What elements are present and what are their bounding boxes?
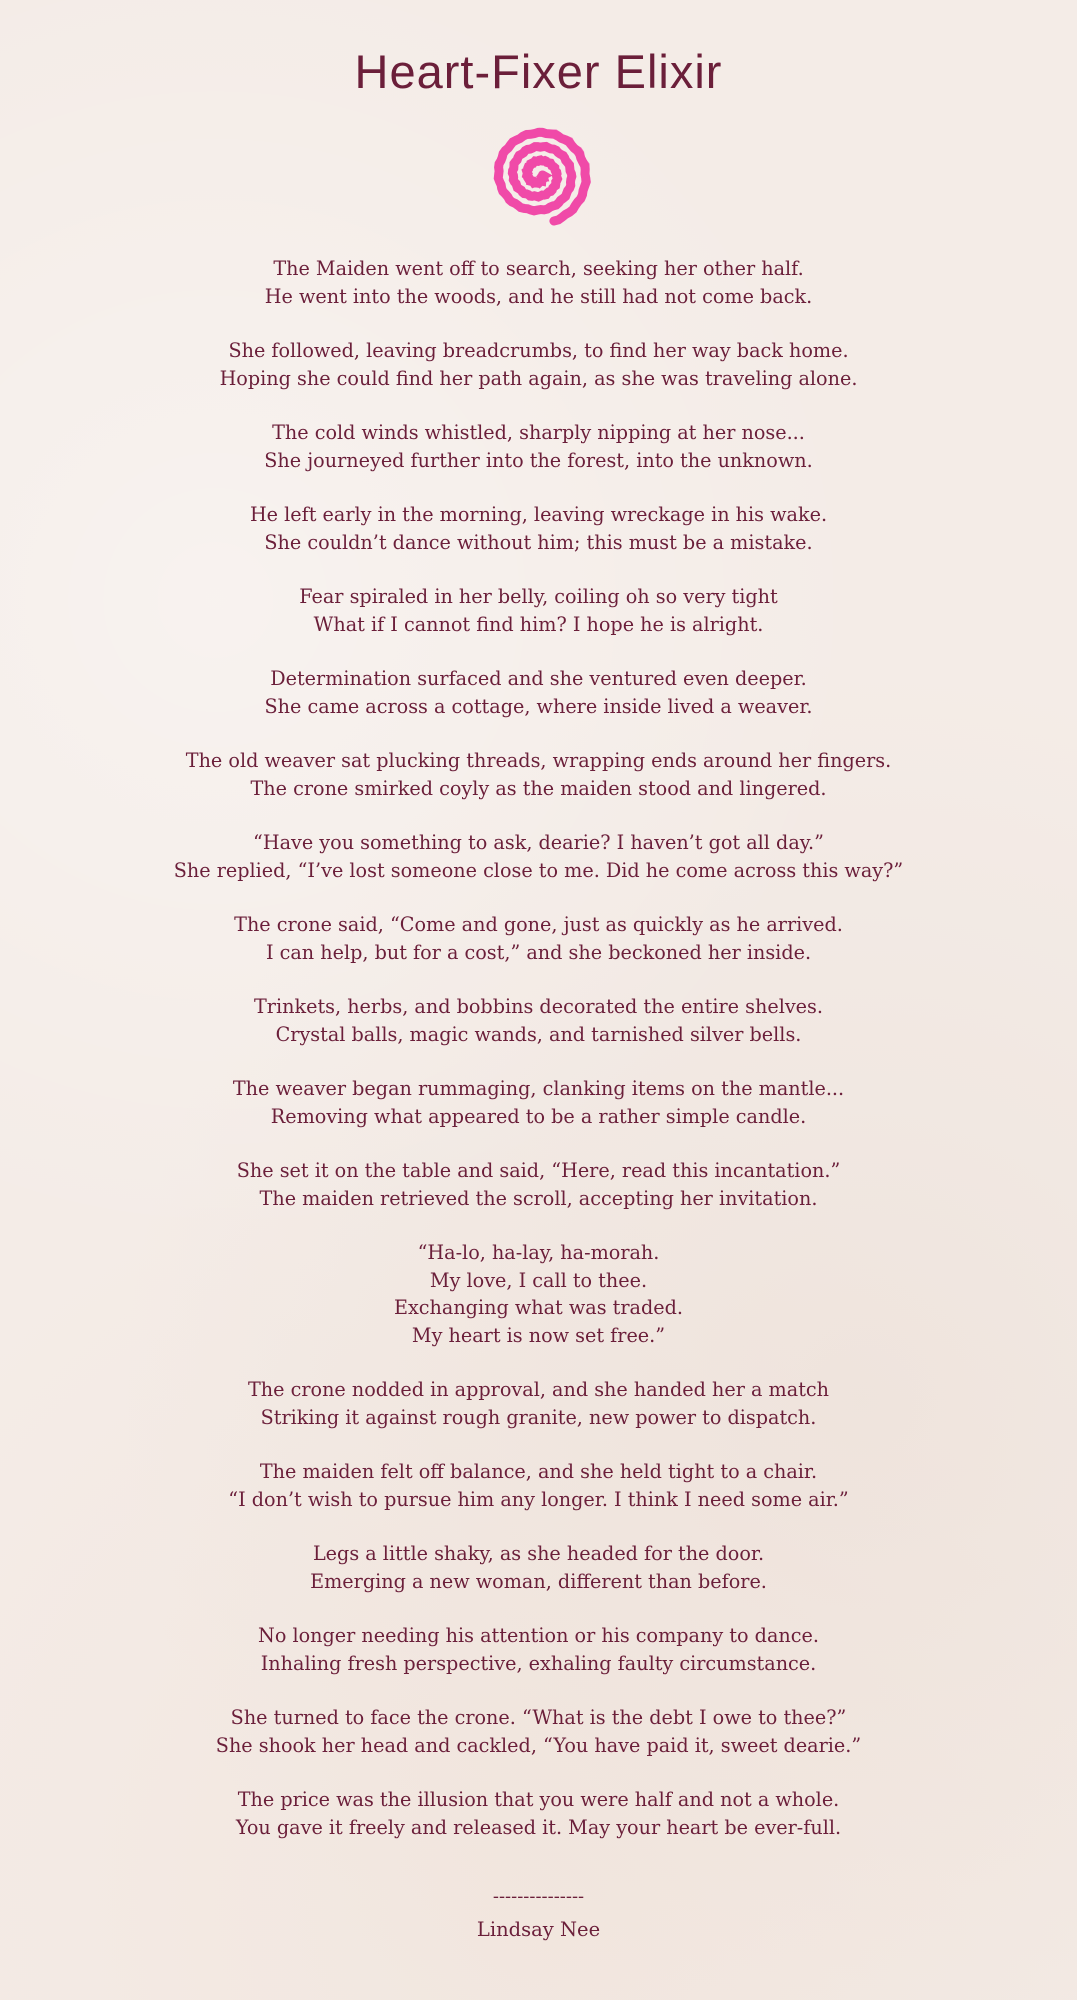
poem-line: My love, I call to thee. [429, 1268, 648, 1292]
poem-line: She replied, “I’ve lost someone close to me. Did he come across this way?” [173, 858, 904, 882]
poem-line: Exchanging what was traded. [393, 1296, 684, 1319]
poem-line: What if I cannot find him? I hope he is alright. [313, 612, 764, 636]
poem-body [0, 255, 1077, 1868]
stanza [0, 1704, 1077, 1759]
poem-line: She turned to face the crone. “What is the debt I owe to thee?” [230, 1706, 847, 1729]
stanza [0, 911, 1077, 966]
stanza [0, 1540, 1077, 1595]
poem-line: He left early in the morning, leaving wreckage in his wake. [249, 503, 828, 526]
stanza [0, 1458, 1077, 1513]
author-name: Lindsay Nee [476, 1918, 601, 1941]
poem-line: The maiden felt off balance, and she held tight to a chair. [259, 1460, 818, 1483]
poem-line: The maiden retrieved the scroll, accepting her invitation. [259, 1186, 818, 1210]
poem-line: Fear spiraled in her belly, coiling oh so very tight [299, 585, 778, 608]
poem-line: “Have you something to ask, dearie? I haven’t got all day.” [253, 831, 824, 854]
poem-line: The crone said, “Come and gone, just as quickly as he arrived. [234, 913, 843, 936]
stanza [0, 583, 1077, 638]
poem-line: Determination surfaced and she ventured even deeper. [270, 667, 807, 690]
stanza [0, 829, 1077, 884]
stanza [0, 255, 1077, 310]
poem-line: Legs a little shaky, as she headed for the door. [312, 1542, 765, 1565]
stanza [0, 1622, 1077, 1677]
poem-line: “Ha-lo, ha-lay, ha-morah. [417, 1241, 660, 1264]
stanza [0, 747, 1077, 802]
poem-line: Removing what appeared to be a rather simple candle. [270, 1104, 807, 1128]
stanza [0, 337, 1077, 392]
poem-line: My heart is now set free.” [411, 1323, 666, 1347]
poem-line: I can help, but for a cost,” and she beckoned her inside. [265, 940, 812, 964]
poem-line: The crone nodded in approval, and she handed her a match [247, 1378, 830, 1401]
poem-line: “I don’t wish to pursue him any longer. I think I need some air.” [228, 1487, 849, 1511]
poem-line: No longer needing his attention or his company to dance. [258, 1624, 819, 1647]
poem-line: Crystal balls, magic wands, and tarnished silver bells. [275, 1022, 802, 1046]
spiral-icon [482, 120, 595, 230]
poem-line: She shook her head and cackled, “You have paid it, sweet dearie.” [215, 1733, 862, 1757]
stanza [0, 1157, 1077, 1212]
poem-line: The crone smirked coyly as the maiden stood and lingered. [250, 776, 827, 800]
stanza [0, 501, 1077, 556]
poem-line: The Maiden went off to search, seeking her other half. [273, 257, 804, 280]
poem-line: He went into the woods, and he still had not come back. [264, 284, 813, 308]
stanza [0, 665, 1077, 720]
poem-line: Hoping she could find her path again, as she was traveling alone. [219, 366, 858, 390]
poem-line: Striking it against rough granite, new power to dispatch. [260, 1405, 817, 1429]
signature-divider: --------------- [492, 1886, 585, 1907]
poem-line: The weaver began rummaging, clanking items on the mantle... [232, 1077, 845, 1100]
poem-line: You gave it freely and released it. May your heart be ever-full. [235, 1815, 842, 1839]
poem-line: She followed, leaving breadcrumbs, to find her way back home. [228, 339, 849, 362]
stanza [0, 1075, 1077, 1130]
poem-line: She set it on the table and said, “Here, read this incantation.” [236, 1159, 841, 1182]
poem-title: Heart-Fixer Elixir [354, 45, 723, 98]
stanza [0, 1239, 1077, 1349]
poem-line: The price was the illusion that you were half and not a whole. [237, 1788, 840, 1811]
stanza [0, 1376, 1077, 1431]
poem-line: Inhaling fresh perspective, exhaling faulty circumstance. [260, 1651, 817, 1675]
poem-line: The cold winds whistled, sharply nipping at her nose... [272, 421, 805, 444]
poem-line: She couldn’t dance without him; this must be a mistake. [264, 530, 813, 554]
stanza [0, 993, 1077, 1048]
poem-line: She journeyed further into the forest, into the unknown. [264, 448, 813, 472]
poem-line: Emerging a new woman, different than before. [310, 1569, 767, 1593]
poem-line: She came across a cottage, where inside lived a weaver. [264, 694, 813, 718]
stanza [0, 419, 1077, 474]
poem-line: The old weaver sat plucking threads, wrapping ends around her fingers. [185, 749, 892, 772]
poem-line: Trinkets, herbs, and bobbins decorated the entire shelves. [254, 995, 823, 1018]
stanza [0, 1786, 1077, 1841]
